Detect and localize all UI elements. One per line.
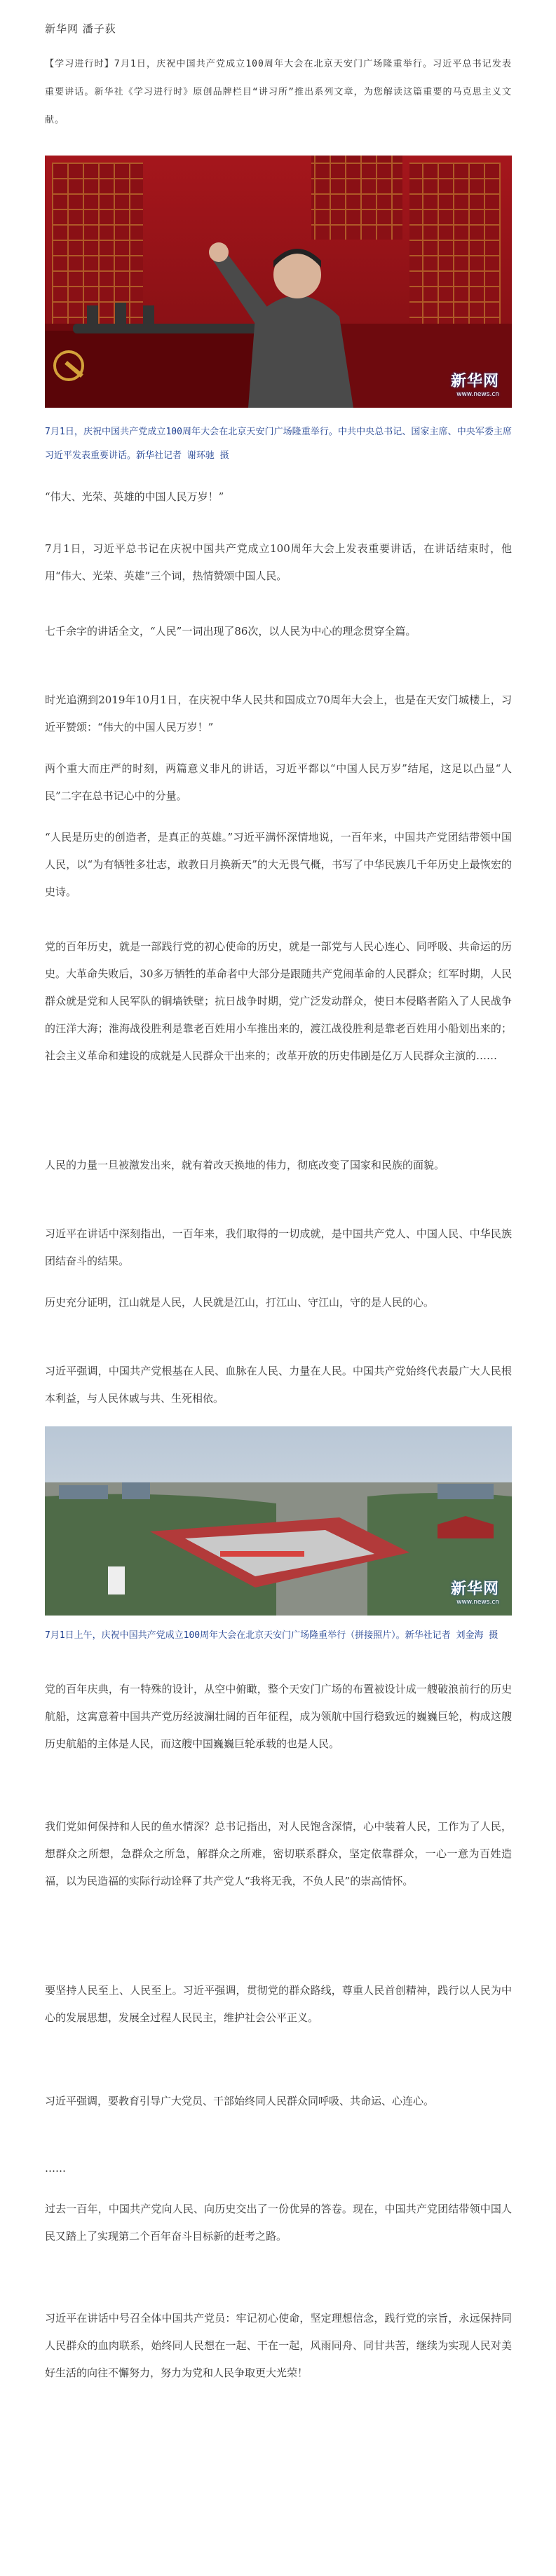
paragraph: 历史充分证明，江山就是人民，人民就是江山，打江山、守江山，守的是人民的心。 (45, 1296, 435, 1309)
photo-caption: 7月1日上午，庆祝中国共产党成立100周年大会在北京天安门广场隆重举行（拼接照片）。新华社记者 刘金海 摄 (45, 1630, 499, 1641)
photo-speech-illustration (45, 156, 512, 408)
photo-speech (45, 156, 512, 408)
paragraph: 两个重大而庄严的时刻，两篇意义非凡的讲话，习近平都以“中国人民万岁”结尾，这足以凸显“人民”二字在总书记心中的分量。 (45, 762, 512, 802)
paragraph: 过去一百年，中国共产党向人民、向历史交出了一份优异的答卷。现在，中国共产党团结带领中国人民又踏上了实现第二个百年奋斗目标新的赶考之路。 (45, 2203, 512, 2243)
paragraph: 七千余字的讲话全文，“人民”一词出现了86次，以人民为中心的理念贯穿全篇。 (45, 625, 416, 638)
paragraph: 我们党如何保持和人民的鱼水情深？总书记指出，对人民饱含深情，心中装着人民，工作为了人民，想群众之所想，急群众之所急，解群众之所难，密切联系群众，坚定依靠群众，一心一意为百姓造福，以为民造福的实际行动诠释了共产党人“我将无我，不负人民”的崇高情怀。 (45, 1820, 512, 1887)
intro-paragraph: 【学习进行时】7月1日，庆祝中国共产党成立100周年大会在北京天安门广场隆重举行。习近平总书记发表重要讲话。新华社《学习进行时》原创品牌栏目“讲习所”推出系列文章，为您解读这篇重要的马克思主义文献。 (45, 59, 512, 125)
paragraph: 习近平强调，要教育引导广大党员、干部始终同人民群众同呼吸、共命运、心连心。 (45, 2095, 435, 2107)
paragraph: 党的百年历史，就是一部践行党的初心使命的历史，就是一部党与人民心连心、同呼吸、共命运的历史。大革命失败后，30多万牺牲的革命者中大部分是跟随共产党闹革命的人民群众；红军时期，人民群众就是党和人民军队的铜墙铁壁；抗日战争时期，党广泛发动群众，使日本侵略者陷入了人民战争的汪洋大海；淮海战役胜利是靠老百姓用小车推出来的，渡江战役胜利是靠老百姓用小船划出来的；社会主义革命和建设的成就是人民群众干出来的；改革开放的历史伟剧是亿万人民群众主演的…… (45, 940, 512, 1062)
paragraph: 要坚持人民至上、人民至上。习近平强调，贯彻党的群众路线，尊重人民首创精神，践行以人民为中心的发展思想，发展全过程人民民主，维护社会公平正义。 (45, 1984, 512, 2024)
paragraph: “伟大、光荣、英雄的中国人民万岁！” (45, 490, 224, 503)
byline: 新华网 潘子荻 (45, 22, 116, 35)
paragraph: …… (45, 2162, 66, 2175)
paragraph: “人民是历史的创造者，是真正的英雄。”习近平满怀深情地说，一百年来，中国共产党团结带领中国人民，以“为有牺牲多壮志，敢教日月换新天”的大无畏气概，书写了中华民族几千年历史上最恢宏的史诗。 (45, 831, 512, 898)
paragraph: 7月1日，习近平总书记在庆祝中国共产党成立100周年大会上发表重要讲话，在讲话结束时，他用“伟大、光荣、英雄”三个词，热情赞颂中国人民。 (45, 542, 512, 582)
paragraph: 人民的力量一旦被激发出来，就有着改天换地的伟力，彻底改变了国家和民族的面貌。 (45, 1159, 445, 1171)
photo-caption: 7月1日，庆祝中国共产党成立100周年大会在北京天安门广场隆重举行。中共中央总书记、国家主席、中央军委主席习近平发表重要讲话。新华社记者 谢环驰 摄 (45, 427, 512, 461)
paragraph: 习近平在讲话中深刻指出，一百年来，我们取得的一切成就，是中国共产党人、中国人民、中华民族团结奋斗的结果。 (45, 1227, 512, 1267)
paragraph: 党的百年庆典，有一特殊的设计，从空中俯瞰，整个天安门广场的布置被设计成一艘破浪前行的历史航船，这寓意着中国共产党历经波澜壮阔的百年征程，成为领航中国行稳致远的巍巍巨轮，构成这艘历史航船的主体是人民，而这艘中国巍巍巨轮承载的也是人民。 (45, 1683, 512, 1750)
paragraph: 习近平在讲话中号召全体中国共产党员：牢记初心使命，坚定理想信念，践行党的宗旨，永远保持同人民群众的血肉联系，始终同人民想在一起、干在一起，风雨同舟、同甘共苦，继续为实现人民对美好生活的向往不懈努力，努力为党和人民争取更大光荣！ (45, 2312, 512, 2379)
watermark-logo: 新华网 www.news.cn (450, 373, 499, 398)
paragraph: 习近平强调，中国共产党根基在人民、血脉在人民、力量在人民。中国共产党始终代表最广大人民根本利益，与人民休戚与共、生死相依。 (45, 1365, 512, 1405)
watermark-logo: 新华网 www.news.cn (450, 1580, 499, 1606)
photo-square (45, 1426, 512, 1616)
paragraph: 时光追溯到2019年10月1日，在庆祝中华人民共和国成立70周年大会上，也是在天安门城楼上，习近平赞颂：“伟大的中国人民万岁！” (45, 694, 512, 733)
photo-square-illustration (45, 1426, 512, 1616)
